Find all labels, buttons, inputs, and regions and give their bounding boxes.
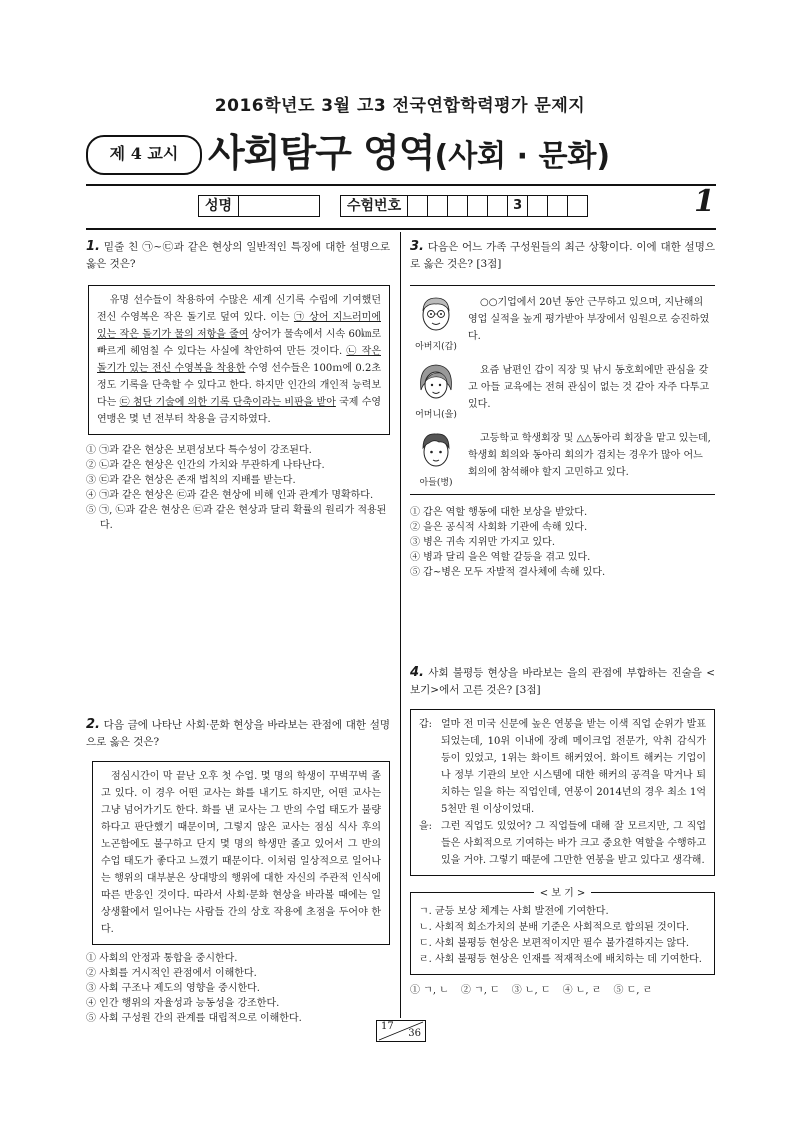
option-2[interactable]: ② ㄱ, ㄷ — [460, 985, 500, 996]
passage-underline-a: ㉠ 상어 지느러미에 있는 작은 돌기가 물의 저항을 줄여 — [97, 312, 381, 340]
option-5[interactable]: ⑤ ㉠, ㉡과 같은 현상은 ㉢과 같은 현상과 달리 확률의 원리가 적용된다. — [86, 505, 387, 531]
option-3[interactable]: ③ 병은 귀속 지위만 가지고 있다. — [410, 537, 555, 548]
option-1[interactable]: ① 사회의 안정과 통합을 중시한다. — [86, 953, 238, 964]
passage-text: 수영 선수들은 100ｍ에 0.2초 정도 기록을 단축할 수 있다고 한다. 하지만 인간의 개인적 능력보다는 — [97, 363, 381, 408]
question-1 — [86, 238, 390, 533]
father-text: ○○기업에서 20년 동안 근무하고 있으며, 지난해의 영업 실적을 높게 평가받아 부장에서 임원으로 승진하였다. — [468, 297, 710, 342]
question-2-text: 다음 글에 나타난 사회·문화 현상을 바라보는 관점에 대한 설명으로 옳은 것은? — [86, 719, 390, 748]
option-3[interactable]: ③ 사회 구조나 제도의 영향을 중시한다. — [86, 983, 260, 994]
question-2-stem — [86, 716, 390, 751]
option-1[interactable]: ① ㄱ, ㄴ — [410, 985, 449, 996]
exam-number-digit: 3 — [508, 196, 528, 216]
father-face-icon — [414, 292, 458, 336]
id-rule — [86, 228, 716, 230]
bogi-title: < 보 기 > — [534, 888, 592, 899]
option-5[interactable]: ⑤ ㄷ, ㄹ — [613, 985, 653, 996]
exam-number-field — [340, 195, 588, 217]
bogi-box — [410, 888, 715, 975]
speaker-b: 을: — [419, 821, 433, 832]
question-1-number: 1. — [86, 239, 100, 254]
subject-subtitle: (사회 · 문화) — [434, 139, 611, 174]
passage-text: 상어가 물속에서 시속 60㎞로 빠르게 헤엄칠 수 있다는 사실에 착안하여 만든 것이다. — [97, 329, 381, 357]
person-mother — [410, 360, 715, 420]
option-3[interactable]: ③ ㄴ, ㄷ — [511, 985, 551, 996]
passage-underline-c: ㉢ 첨단 기술에 의한 기록 단축이라는 비판을 받아 — [119, 397, 336, 408]
son-avatar — [410, 428, 462, 488]
passage-text: 국제 수영 연맹은 몇 년 전부터 착용을 금지하였다. — [97, 397, 382, 425]
passage-underline-b: ㉡ 작은 돌기가 있는 전신 수영복을 착용한 — [97, 346, 381, 374]
column-divider — [400, 232, 401, 1018]
son-text: 고등학교 학생회장 및 △△동아리 회장을 맡고 있는데, 학생회 회의와 동아리 회의가 겹치는 경우가 많아 어느 회의에 참석해야 할지 고민하고 있다. — [468, 433, 711, 478]
question-1-options — [86, 443, 390, 533]
question-1-text: 밑줄 친 ㉠~㉢과 같은 현상의 일반적인 특징에 대한 설명으로 옳은 것은? — [86, 241, 390, 270]
exam-number-digit — [448, 196, 468, 216]
mother-text: 요즘 남편인 갑이 직장 및 낚시 동호회에만 관심을 갖고 아들 교육에는 전혀 관심이 없는 것 같아 자주 다투고 있다. — [468, 365, 710, 410]
question-4-number: 4. — [410, 665, 424, 680]
question-2-passage: 점심시간이 막 끝난 오후 첫 수업. 몇 명의 학생이 꾸벅꾸벅 졸고 있다. 이 경우 어떤 교사는 화를 내기도 하지만, 어떤 교사는 그냥 넘어가기도 한다. 화를 낸 교사는 그 반의 수업 태도가 불량하다고 판단했기 때문이며, 그렇지 않은 교사는 점심 식사 후의 노곤함에도 불구하고 단지 몇 명의 학생만 졸고 있어서 그 반의 수업 태도가 좋다고 느꼈기 때문이다. 이처럼 일상적으로 일어나는 행위의 대부분은 상대방의 행위에 대한 자신의 주관적 인식에 따른 반응인 것이다. 따라서 사회·문화 현상을 바라볼 때에는 일상생활에서 일어나는 사람들 간의 상호 작용에 초점을 두어야 한다. — [92, 761, 390, 945]
option-2[interactable]: ② 을은 공식적 사회화 기관에 속해 있다. — [410, 522, 588, 533]
person-son — [410, 428, 715, 488]
dialogue-text-b: 그런 직업도 있었어? 그 직업들에 대해 잘 모르지만, 그 직업들은 사회적으로 기여하는 바가 크고 중요한 역할을 수행하고 있을 거야. 그렇기 때문에 그만한 연봉을 받고 있다고 생각해. — [441, 821, 706, 866]
speaker-a: 갑: — [419, 719, 433, 730]
option-1[interactable]: ① 갑은 역할 행동에 대한 보상을 받았다. — [410, 507, 588, 518]
option-1[interactable]: ① ㉠과 같은 현상은 보편성보다 특수성이 강조된다. — [86, 445, 312, 456]
exam-number-digit — [408, 196, 428, 216]
question-3-stem — [410, 238, 715, 273]
question-1-stem — [86, 238, 390, 273]
question-3-text: 다음은 어느 가족 구성원들의 최근 상황이다. 이에 대한 설명으로 옳은 것은? [3점] — [410, 241, 715, 270]
exam-number-label: 수험번호 — [341, 196, 408, 216]
question-2-number: 2. — [86, 717, 100, 732]
header-rule — [86, 184, 716, 186]
question-4-dialogue — [410, 709, 715, 876]
question-1-passage — [88, 285, 390, 435]
bogi-title-wrap — [419, 885, 706, 902]
exam-number-digit — [428, 196, 448, 216]
option-4[interactable]: ④ ㄴ, ㄹ — [562, 985, 602, 996]
question-4 — [410, 664, 715, 998]
option-5[interactable]: ⑤ 사회 구성원 간의 관계를 대립적으로 이해한다. — [86, 1013, 302, 1024]
question-4-options — [410, 983, 715, 998]
son-face-icon — [414, 428, 458, 472]
exam-number-digit — [528, 196, 548, 216]
name-label: 성명 — [199, 196, 239, 216]
page-total: 36 — [408, 1028, 421, 1039]
question-3-number: 3. — [410, 239, 424, 254]
session-badge: 제 4 교시 — [86, 135, 202, 175]
mother-avatar — [410, 360, 462, 420]
dialogue-text-a: 얼마 전 미국 신문에 높은 연봉을 받는 이색 직업 순위가 발표되었는데, 10위 이내에 장례 메이크업 전문가, 악취 감식가 등이 있었고, 1위는 화이트 해커였어. 화이트 해커는 기업이나 정부 기관의 보안 시스템에 대한 해커의 공격을 막거나 퇴치하는 일을 하는 직업인데, 연봉이 2014년의 경우 최소 1억 5천만 원 이상이었대. — [441, 719, 706, 815]
dialogue-line-a — [419, 716, 706, 818]
exam-number-digit — [488, 196, 508, 216]
option-4[interactable]: ④ ㉠과 같은 현상은 ㉢과 같은 현상에 비해 인과 관계가 명확하다. — [86, 490, 374, 501]
exam-title: 2016학년도 3월 고3 전국연합학력평가 문제지 — [214, 96, 586, 116]
question-3 — [410, 238, 715, 580]
exam-number-digit — [548, 196, 568, 216]
question-4-stem — [410, 664, 715, 699]
passage-text: 유명 선수들이 착용하여 수많은 세계 신기록 수립에 기여했던 전신 수영복은 작은 돌기로 덮여 있다. 이는 — [97, 295, 381, 323]
option-2[interactable]: ② ㉡과 같은 현상은 인간의 가치와 무관하게 나타난다. — [86, 460, 325, 471]
exam-number-digit — [468, 196, 488, 216]
option-2[interactable]: ② 사회를 거시적인 관점에서 이해한다. — [86, 968, 257, 979]
bogi-item: ㄷ. 사회 불평등 현상은 보편적이지만 필수 불가결하지는 않다. — [419, 938, 690, 949]
page-current: 17 — [381, 1021, 394, 1032]
father-label: 아버지(갑) — [415, 342, 457, 352]
question-2 — [86, 716, 390, 1026]
bogi-list — [419, 904, 706, 968]
mother-face-icon — [414, 360, 458, 404]
option-4[interactable]: ④ 인간 행위의 자율성과 능동성을 강조한다. — [86, 998, 280, 1009]
subject-name: 사회탐구 영역 — [208, 131, 435, 175]
page-indicator — [376, 1020, 426, 1042]
subject-title — [208, 122, 610, 177]
option-5[interactable]: ⑤ 갑~병은 모두 자발적 결사체에 속해 있다. — [410, 567, 606, 578]
option-4[interactable]: ④ 병과 달리 을은 역할 갈등을 겪고 있다. — [410, 552, 591, 563]
question-3-panel — [410, 285, 715, 495]
exam-number-digit — [568, 196, 587, 216]
person-father — [410, 292, 715, 352]
name-field — [198, 195, 320, 217]
bogi-item: ㄹ. 사회 불평등 현상은 인재를 적재적소에 배치하는 데 기여한다. — [419, 954, 702, 965]
bogi-item: ㄴ. 사회적 희소가치의 분배 기준은 사회적으로 합의된 것이다. — [419, 922, 690, 933]
bogi-item: ㄱ. 균등 보상 체계는 사회 발전에 기여한다. — [419, 906, 609, 917]
question-2-options — [86, 951, 390, 1026]
option-3[interactable]: ③ ㉢과 같은 현상은 존재 법칙의 지배를 받는다. — [86, 475, 296, 486]
question-3-options — [410, 505, 715, 580]
page-number: 1 — [694, 184, 715, 219]
mother-label: 어머니(을) — [415, 410, 457, 420]
question-4-text: 사회 불평등 현상을 바라보는 을의 관점에 부합하는 진술을 <보기>에서 고른 것은? [3점] — [410, 667, 715, 696]
father-avatar — [410, 292, 462, 352]
son-label: 아들(병) — [419, 478, 453, 488]
dialogue-line-b — [419, 818, 706, 869]
